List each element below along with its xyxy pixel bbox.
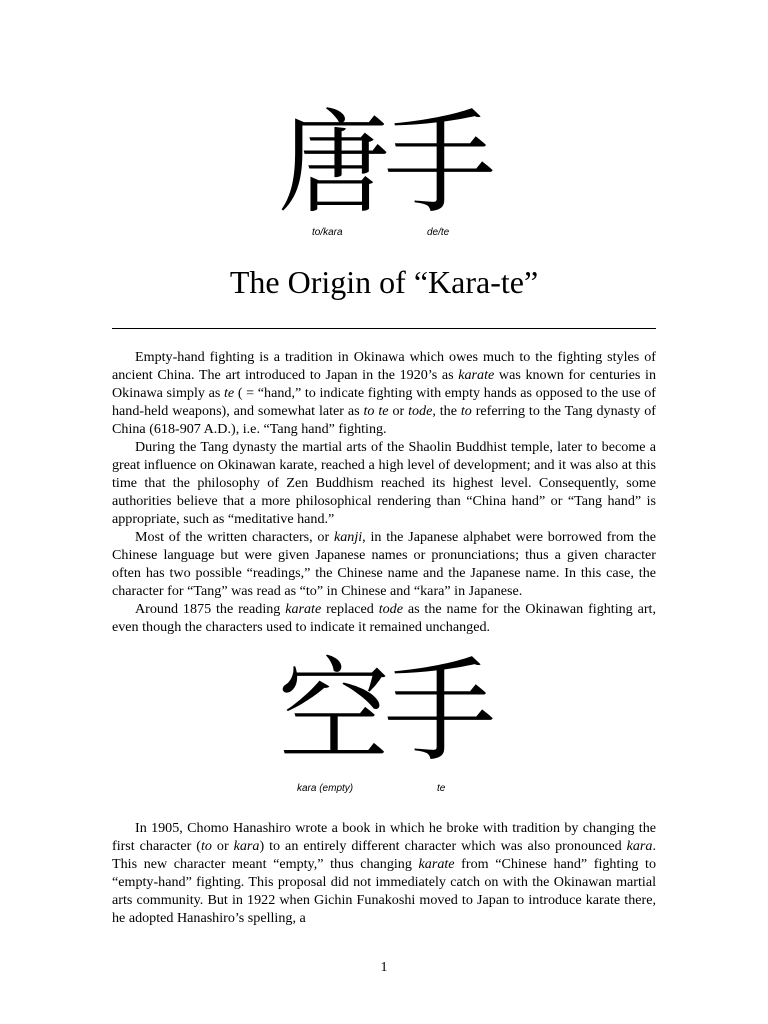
- section-1-text: [112, 348, 656, 636]
- paragraph: Around 1875 the reading karate replaced tode as the name for the Okinawan fighting art, even though the characters used to indicate it remained unchanged.: [112, 601, 656, 635]
- header-kanji-figure: [0, 99, 768, 229]
- paragraph: During the Tang dynasty the martial arts of the Shaolin Buddhist temple, later to become a great influence on Okinawan karate, reached a high level of development; and it was also at this time that the philosophy of Zen Buddhism reached its highest level. Consequently, some authorities believe that a more philosophical rendering than “China hand” or “Tang hand” is appropriate, such as “meditative hand.”: [112, 439, 656, 527]
- page-title: The Origin of “Kara-te”: [229, 264, 539, 300]
- karate-kanji-figure: [0, 647, 768, 786]
- paragraph: Most of the written characters, or kanji, in the Japanese alphabet were borrowed from the Chinese language but were given Japanese names or pronunciations; thus a given character often has two possible “readings,” the Chinese name and the Japanese name. In this case, the character for “Tang” was read as “to” in Chinese and “kara” in Japanese.: [112, 529, 656, 599]
- paragraph: In 1905, Chomo Hanashiro wrote a book in which he broke with tradition by changing the first character (to or kara) to an entirely different character which was also pronounced kara. This new character meant “empty,” thus changing karate from “Chinese hand” fighting to “empty-hand” fighting. This proposal did not immediately catch on with the Okinawan martial arts community. But in 1922 when Gichin Funakoshi moved to Japan to introduce karate there, he adopted Hanashiro’s spelling, a: [112, 820, 657, 926]
- section-2-text: [112, 819, 656, 927]
- page-number: 1: [380, 960, 388, 975]
- kanji-row: [0, 99, 768, 229]
- kanji-to-char: 唐: [278, 99, 384, 229]
- kanji-caption-de-te: de/te: [427, 227, 450, 238]
- kanji-kara-char: 空: [278, 647, 384, 777]
- kanji-caption-kara-empty: kara (empty): [297, 783, 354, 794]
- paragraph: Empty-hand fighting is a tradition in Okinawa which owes much to the fighting styles of ancient China. The art introduced to Japan in the 1920’s as karate was known for centuries in Okinawa simply as te ( = “hand,” to indicate fighting with empty hands as opposed to the use of hand-held weapons), and somewhat later as to te or tode, the to referring to the Tang dynasty of China (618-907 A.D.), i.e. “Tang hand” fighting.: [112, 349, 656, 437]
- kanji-caption-te: te: [437, 783, 446, 794]
- kanji-te-char: 手: [384, 99, 490, 229]
- kanji-te-char: 手: [384, 647, 490, 777]
- title-divider: [112, 328, 656, 329]
- kanji-caption-to-kara: to/kara: [312, 227, 343, 238]
- kanji-row: [0, 647, 768, 777]
